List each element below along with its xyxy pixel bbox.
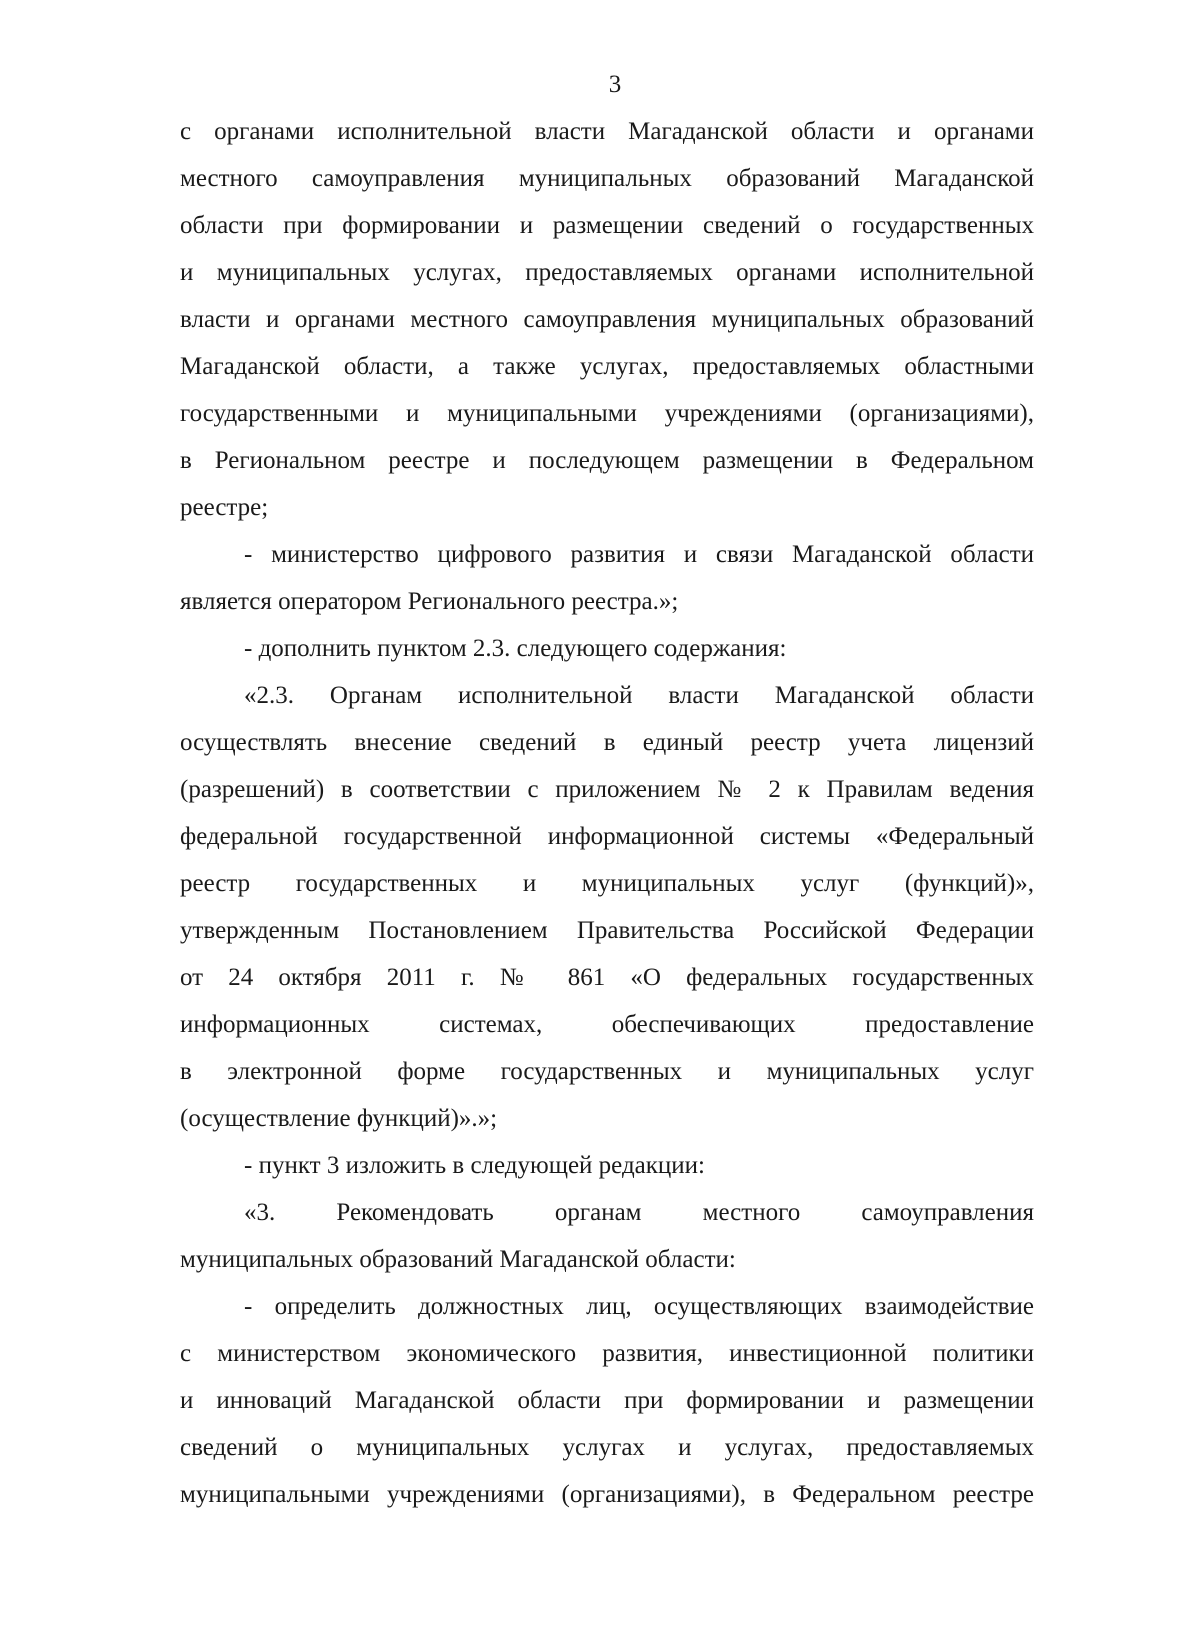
text-line: федеральной государственной информационной системы «Федеральный [180, 823, 1034, 850]
text-line: с министерством экономического развития, инвестиционной политики [180, 1340, 1034, 1367]
text-line: местного самоуправления муниципальных образований Магаданской [180, 165, 1034, 192]
text-line: осуществлять внесение сведений в единый реестр учета лицензий [180, 729, 1034, 756]
text-line: (осуществление функций)».»; [180, 1105, 498, 1132]
text-line: от 24 октября 2011 г. № 861 «О федеральных государственных [180, 964, 1034, 991]
text-line: информационных системах, обеспечивающих предоставление [180, 1011, 1034, 1038]
text-line: (разрешений) в соответствии с приложением № 2 к Правилам ведения [180, 776, 1034, 803]
text-line: муниципальных образований Магаданской области: [180, 1246, 736, 1273]
text-line: области при формировании и размещении сведений о государственных [180, 212, 1034, 239]
text-line: в электронной форме государственных и муниципальных услуг [180, 1058, 1034, 1085]
text-line: Магаданской области, а также услугах, предоставляемых областными [180, 353, 1034, 380]
text-line: власти и органами местного самоуправления муниципальных образований [180, 306, 1034, 333]
document-body [180, 108, 1034, 1518]
text-line: - пункт 3 изложить в следующей редакции: [244, 1152, 705, 1179]
text-line: реестре; [180, 494, 269, 521]
text-line: сведений о муниципальных услугах и услугах, предоставляемых [180, 1434, 1034, 1461]
text-line: и инноваций Магаданской области при формировании и размещении [180, 1387, 1034, 1414]
page-number: 3 [608, 71, 622, 98]
text-line: государственными и муниципальными учреждениями (организациями), [180, 400, 1034, 427]
text-line: реестр государственных и муниципальных услуг (функций)», [180, 870, 1034, 897]
text-line: «2.3. Органам исполнительной власти Магаданской области [244, 682, 1034, 709]
text-line: - определить должностных лиц, осуществляющих взаимодействие [244, 1293, 1034, 1320]
text-line: муниципальными учреждениями (организациями), в Федеральном реестре [180, 1481, 1034, 1508]
text-line: - дополнить пунктом 2.3. следующего содержания: [244, 635, 787, 662]
text-line: в Региональном реестре и последующем размещении в Федеральном [180, 447, 1034, 474]
text-line: с органами исполнительной власти Магаданской области и органами [180, 118, 1034, 145]
text-line: и муниципальных услугах, предоставляемых органами исполнительной [180, 259, 1034, 286]
text-line: - министерство цифрового развития и связи Магаданской области [244, 541, 1034, 568]
text-line: утвержденным Постановлением Правительства Российской Федерации [180, 917, 1034, 944]
text-line: «3. Рекомендовать органам местного самоуправления [244, 1199, 1034, 1226]
text-line: является оператором Регионального реестра.»; [180, 588, 679, 615]
